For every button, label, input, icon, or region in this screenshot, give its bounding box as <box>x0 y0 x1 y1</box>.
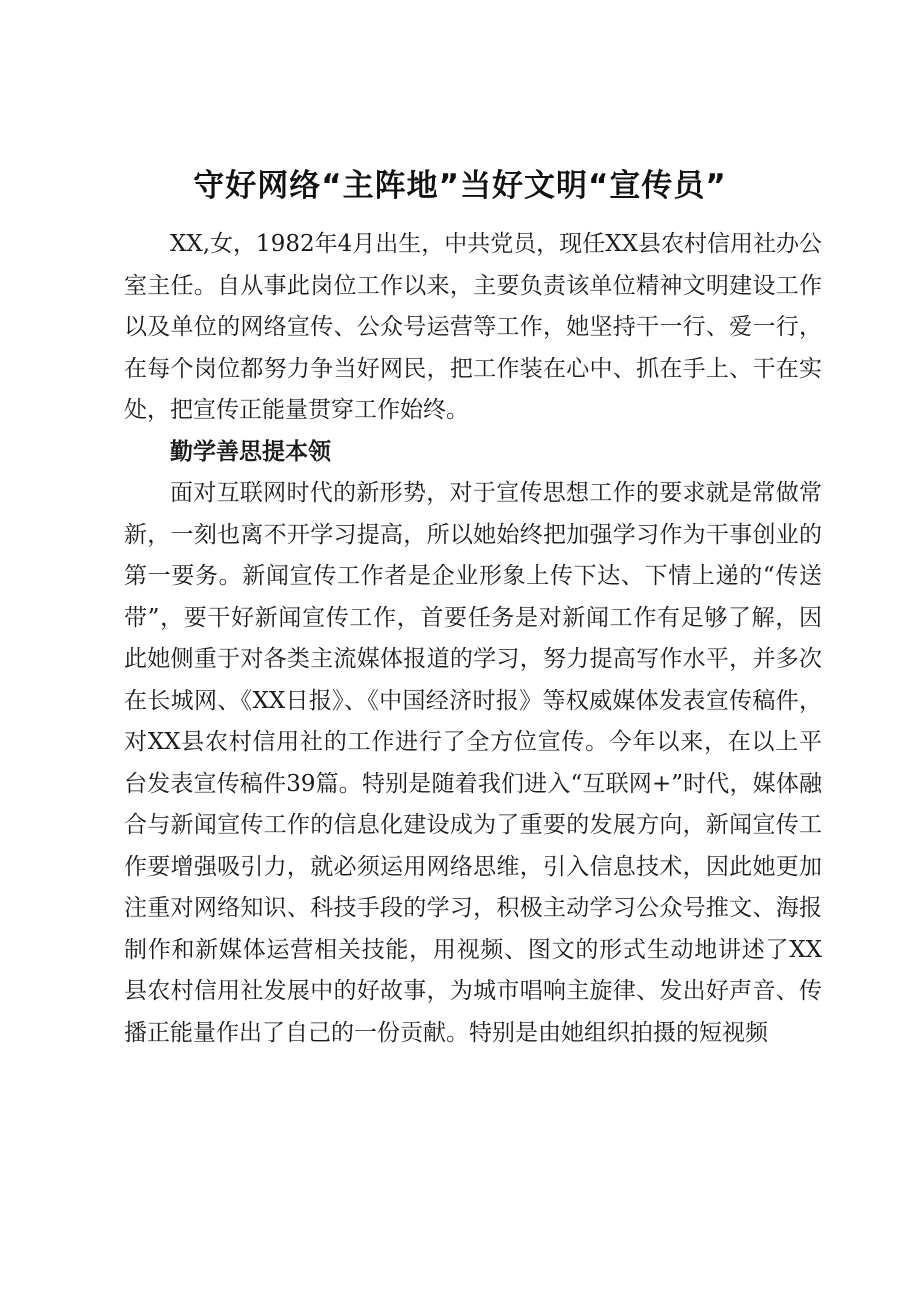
body-paragraph: 面对互联网时代的新形势，对于宣传思想工作的要求就是常做常新，一刻也离不开学习提高，所以她始终把加强学习作为干事创业的第一要务。新闻宣传工作者是企业形象上传下达、下情上递的“传送带”，要干好新闻宣传工作，首要任务是对新闻工作有足够了解，因此她侧重于对各类主流媒体报道的学习，努力提高写作水平，并多次在长城网、《XX日报》、《中国经济时报》等权威媒体发表宣传稿件，对XX县农村信用社的工作进行了全方位宣传。今年以来，在以上平台发表宣传稿件39篇。特别是随着我们进入“互联网+”时代，媒体融合与新闻宣传工作的信息化建设成为了重要的发展方向，新闻宣传工作要增强吸引力，就必须运用网络思维，引入信息技术，因此她更加注重对网络知识、科技手段的学习，积极主动学习公众号推文、海报制作和新媒体运营相关技能，用视频、图文的形式生动地讲述了XX县农村信用社发展中的好故事，为城市唱响主旋律、发出好声音、传播正能量作出了自己的一份贡献。特别是由她组织拍摄的短视频 <box>124 480 822 1046</box>
intro-paragraph: XX,女，1982年4月出生，中共党员，现任XX县农村信用社办公室主任。自从事此岗位工作以来，主要负责该单位精神文明建设工作以及单位的网络宣传、公众号运营等工作，她坚持干一行、爱一行，在每个岗位都努力争当好网民，把工作装在心中、抓在手上、干在实处，把宣传正能量贯穿工作始终。 <box>124 231 822 423</box>
section-heading: 勤学善思提本领 <box>170 438 331 465</box>
document-body <box>124 224 822 1054</box>
document-title: 守好网络“主阵地”当好文明“宣传员” <box>193 168 727 204</box>
